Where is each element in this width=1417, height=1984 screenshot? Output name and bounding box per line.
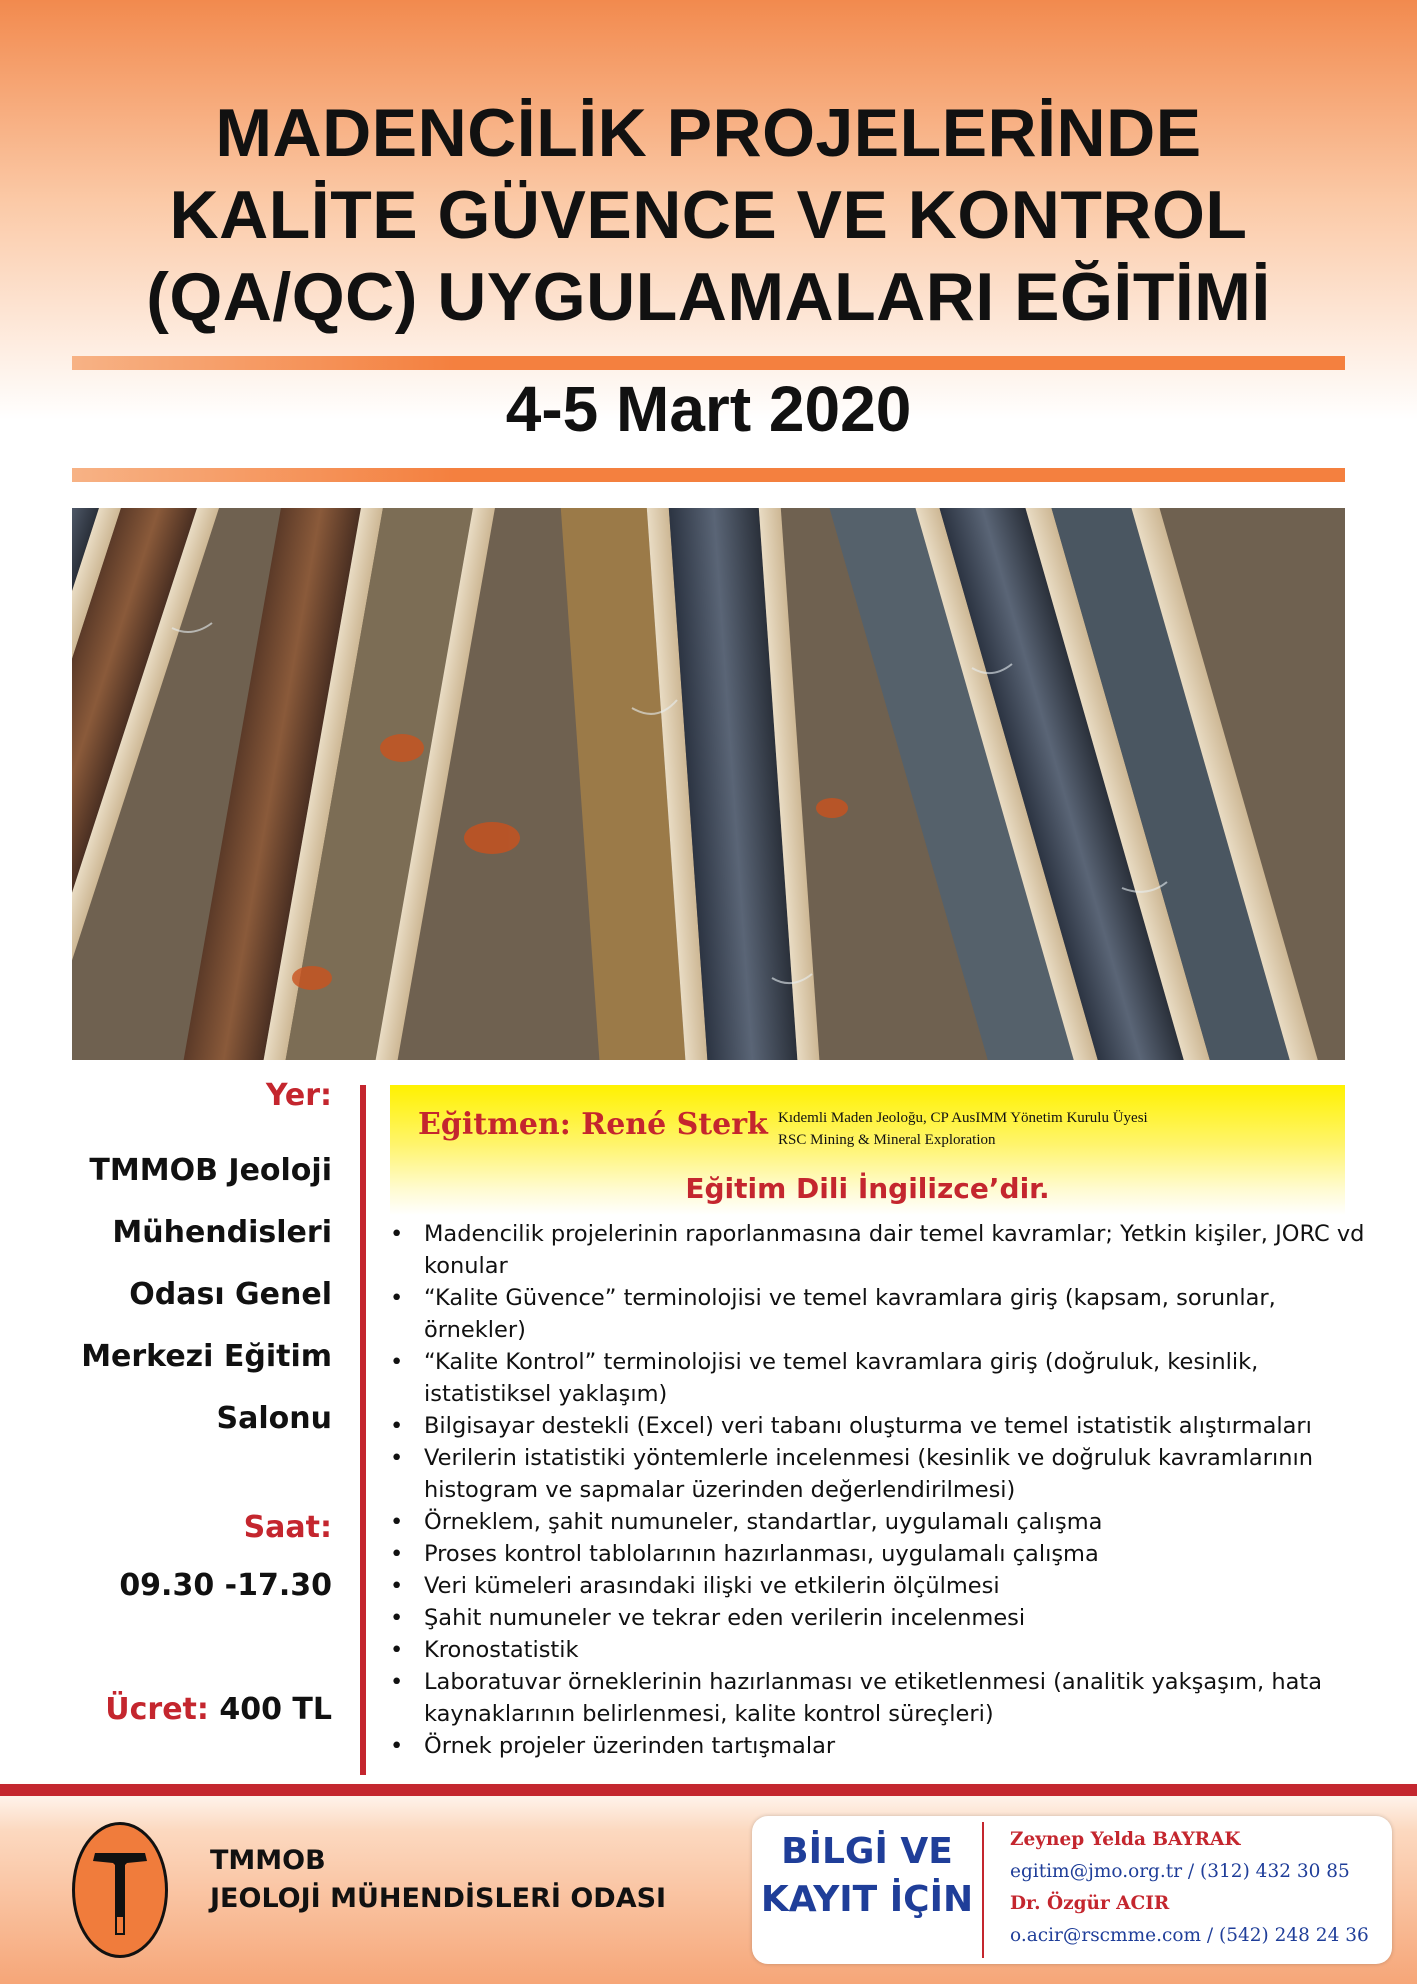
list-item: • “Kalite Kontrol” terminolojisi ve temel kavramlara giriş (doğruluk, kesinlik, istatistiksel yaklaşım)	[390, 1346, 1370, 1410]
trainer-credentials	[778, 1107, 1148, 1151]
main-title	[60, 92, 1357, 338]
contact-detail[interactable]: o.acir@rscmme.com / (542) 248 24 36	[1010, 1925, 1369, 1946]
rock-hammer-icon	[75, 1825, 165, 1955]
list-item: • Proses kontrol tablolarının hazırlanması, uygulamalı çalışma	[390, 1538, 1370, 1570]
list-item: • Verilerin istatistiki yöntemlerle incelenmesi (kesinlik ve doğruluk kavramlarının histogram ve sapmalar üzerinden değerlendirilmesi)	[390, 1442, 1370, 1506]
title-line-1: MADENCİLİK PROJELERİNDE	[215, 95, 1202, 171]
list-item: • Bilgisayar destekli (Excel) veri tabanı oluşturma ve temel istatistik alıştırmaları	[390, 1410, 1370, 1442]
section-divider	[360, 1085, 366, 1775]
footer-divider	[0, 1784, 1417, 1796]
trainer-name: Eğitmen: René Sterk	[418, 1107, 768, 1142]
info-title-line: BİLGİ VE	[781, 1831, 953, 1872]
trainer-title: Kıdemli Maden Jeoloğu, CP AusIMM Yönetim Kurulu Üyesi	[778, 1110, 1148, 1126]
location-line: TMMOB Jeoloji	[89, 1153, 332, 1188]
trainer-company: RSC Mining & Mineral Exploration	[778, 1132, 996, 1148]
list-item: • Kronostatistik	[390, 1634, 1370, 1666]
title-divider-top	[72, 356, 1345, 370]
org-line-2: JEOLOJİ MÜHENDİSLERİ ODASI	[210, 1883, 667, 1914]
contact-name: Dr. Özgür ACIR	[1010, 1893, 1170, 1914]
drill-core-photo-icon	[72, 508, 1345, 1060]
contact-divider	[982, 1822, 984, 1958]
contact-name: Zeynep Yelda BAYRAK	[1010, 1829, 1241, 1850]
title-line-3: (QA/QC) UYGULAMALARI EĞİTİMİ	[146, 259, 1271, 335]
location-label: Yer:	[265, 1078, 332, 1113]
contact-box	[752, 1816, 1392, 1964]
location-line: Odası Genel	[129, 1277, 332, 1312]
contact-box-title	[752, 1828, 982, 1924]
location-line: Salonu	[216, 1401, 332, 1436]
drill-core-photo	[72, 508, 1345, 1060]
info-title-line: KAYIT İÇİN	[760, 1879, 974, 1920]
time-value: 09.30 -17.30	[119, 1568, 332, 1603]
location-line: Merkezi Eğitim	[81, 1339, 332, 1374]
list-item: • “Kalite Güvence” terminolojisi ve temel kavramlara giriş (kapsam, sorunlar, örnekler)	[390, 1282, 1370, 1346]
title-divider-bottom	[72, 468, 1345, 482]
event-date: 4-5 Mart 2020	[505, 373, 912, 445]
location-value	[81, 1140, 332, 1450]
org-line-1: TMMOB	[210, 1845, 326, 1876]
language-note: Eğitim Dili İngilizce’dir.	[685, 1172, 1050, 1205]
list-item: • Örneklem, şahit numuneler, standartlar, uygulamalı çalışma	[390, 1506, 1370, 1538]
topic-list	[390, 1218, 1370, 1762]
list-item: • Madencilik projelerinin raporlanmasına dair temel kavramlar; Yetkin kişiler, JORC vd konular	[390, 1218, 1370, 1282]
contact-list	[1010, 1824, 1369, 1952]
title-line-2: KALİTE GÜVENCE VE KONTROL	[169, 177, 1248, 253]
list-item: • Şahit numuneler ve tekrar eden verilerin incelenmesi	[390, 1602, 1370, 1634]
fee	[105, 1692, 332, 1727]
list-item: • Laboratuvar örneklerinin hazırlanması ve etiketlenmesi (analitik yakşaşım, hata kaynaklarının belirlenmesi, kalite kontrol süreçleri)	[390, 1666, 1370, 1730]
jmo-logo	[72, 1822, 168, 1958]
time-label: Saat:	[243, 1510, 332, 1545]
location-line: Mühendisleri	[112, 1215, 332, 1250]
contact-detail[interactable]: egitim@jmo.org.tr / (312) 432 30 85	[1010, 1861, 1350, 1882]
organization-name	[210, 1842, 666, 1918]
fee-value: 400 TL	[219, 1692, 332, 1727]
list-item: • Örnek projeler üzerinden tartışmalar	[390, 1730, 1370, 1762]
fee-label: Ücret:	[105, 1692, 209, 1727]
list-item: • Veri kümeleri arasındaki ilişki ve etkilerin ölçülmesi	[390, 1570, 1370, 1602]
